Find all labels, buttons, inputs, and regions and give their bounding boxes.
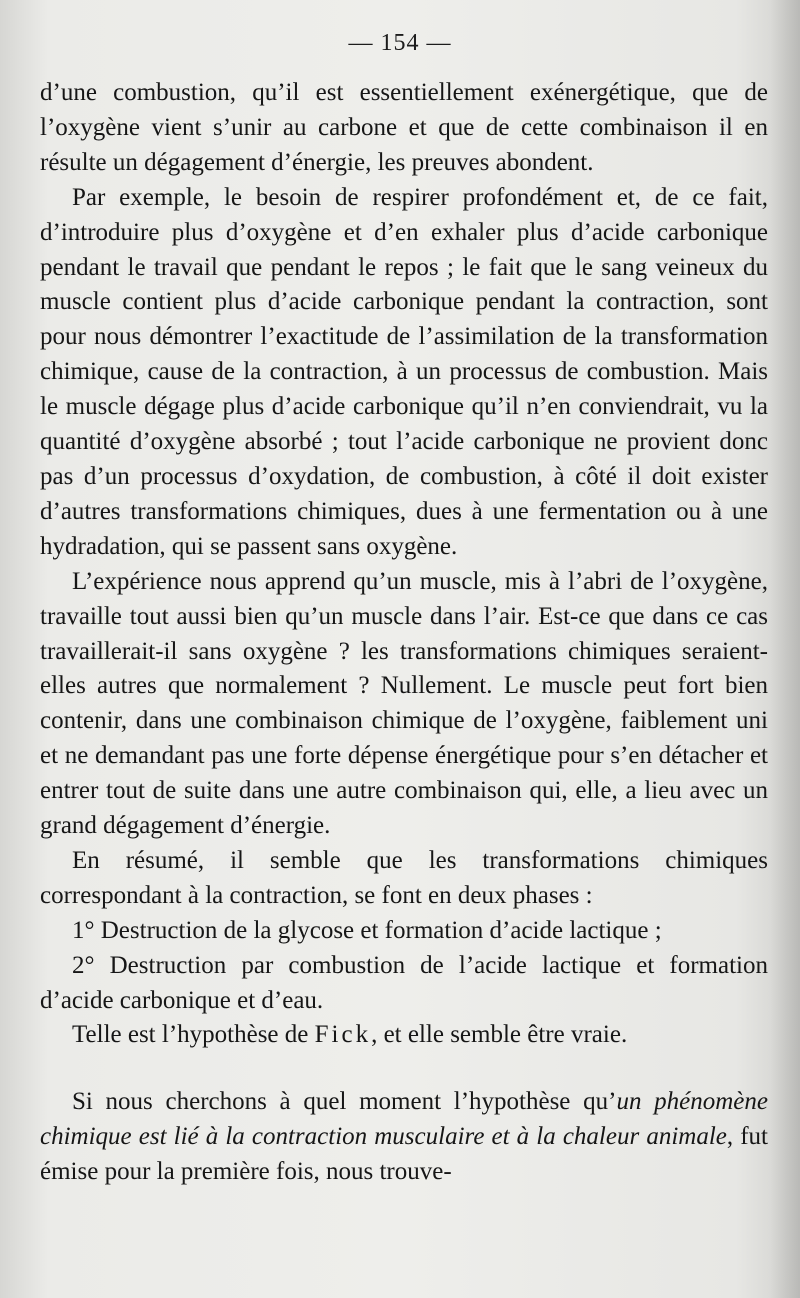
list-item-1: 1° Destruction de la glycose et formation d’acide lactique ; [72, 916, 662, 944]
paragraph-8 [40, 1085, 768, 1190]
paragraph-1: d’une combustion, qu’il est essentiellement exénergétique, que de l’oxygène vient s’unir au carbone et que de cette combinaison il en résulte un dégagement d’énergie, les preuves abondent. [40, 79, 768, 176]
author-name-fick: Fick [314, 1021, 372, 1049]
paragraph-7 [40, 1018, 768, 1053]
page-shadow-edge [770, 0, 800, 1298]
paragraph-3: L’expérience nous apprend qu’un muscle, mis à l’abri de l’oxygène, travaille tout aussi bien qu’un muscle dans l’air. Est-ce que dans ce cas travaillerait-il sans oxygène ? les transformations chimiques seraient-elles autres que normalement ? Nullement. Le muscle peut fort bien contenir, dans une combinaison chimique de l’oxygène, faiblement uni et ne demandant pas une forte dépense énergétique pour s’en détacher et entrer tout de suite dans une autre combinaison qui, elle, a lieu avec un grand dégagement d’énergie. [40, 567, 768, 840]
paragraph-7-text-after: , et elle semble être vraie. [371, 1021, 628, 1049]
paragraph-2: Par exemple, le besoin de respirer profondément et, de ce fait, d’introduire plus d’oxygène et d’en exhaler plus d’acide carbonique pendant le travail que pendant le repos ; le fait que le sang veineux du muscle contient plus d’acide carbonique pendant la contraction, sont pour nous démontrer l’exactitude de l’assimilation de la transformation chimique, cause de la contraction, à un processus de combustion. Mais le muscle dégage plus d’acide carbonique qu’il n’en conviendrait, vu la quantité d’oxygène absorbé ; tout l’acide carbonique ne provient donc pas d’un processus d’oxydation, de combustion, à côté il doit exister d’autres transformations chimiques, dues à une fermentation ou à une hydradation, qui se passent sans oxygène. [40, 183, 768, 560]
paragraph-4: En résumé, il semble que les transformations chimiques correspondant à la contraction, se font en deux phases : [40, 846, 768, 909]
paragraph-8-text-after: , fut émise pour la première fois, nous trouve- [40, 1123, 768, 1186]
list-item-2: 2° Destruction par combustion de l’acide lactique et formation d’acide carbonique et d’eau. [40, 951, 768, 1014]
paragraph-8-text-before: Si nous cherchons à quel moment l’hypothèse qu’ [72, 1088, 617, 1116]
paragraph-7-text-before: Telle est l’hypothèse de [72, 1021, 315, 1049]
body-text [40, 76, 768, 1190]
page-number: — 154 — [348, 30, 452, 56]
paragraph-8-italic-phrase: un phénomène chimique est lié à la contraction musculaire et à la chaleur animale [40, 1088, 768, 1151]
